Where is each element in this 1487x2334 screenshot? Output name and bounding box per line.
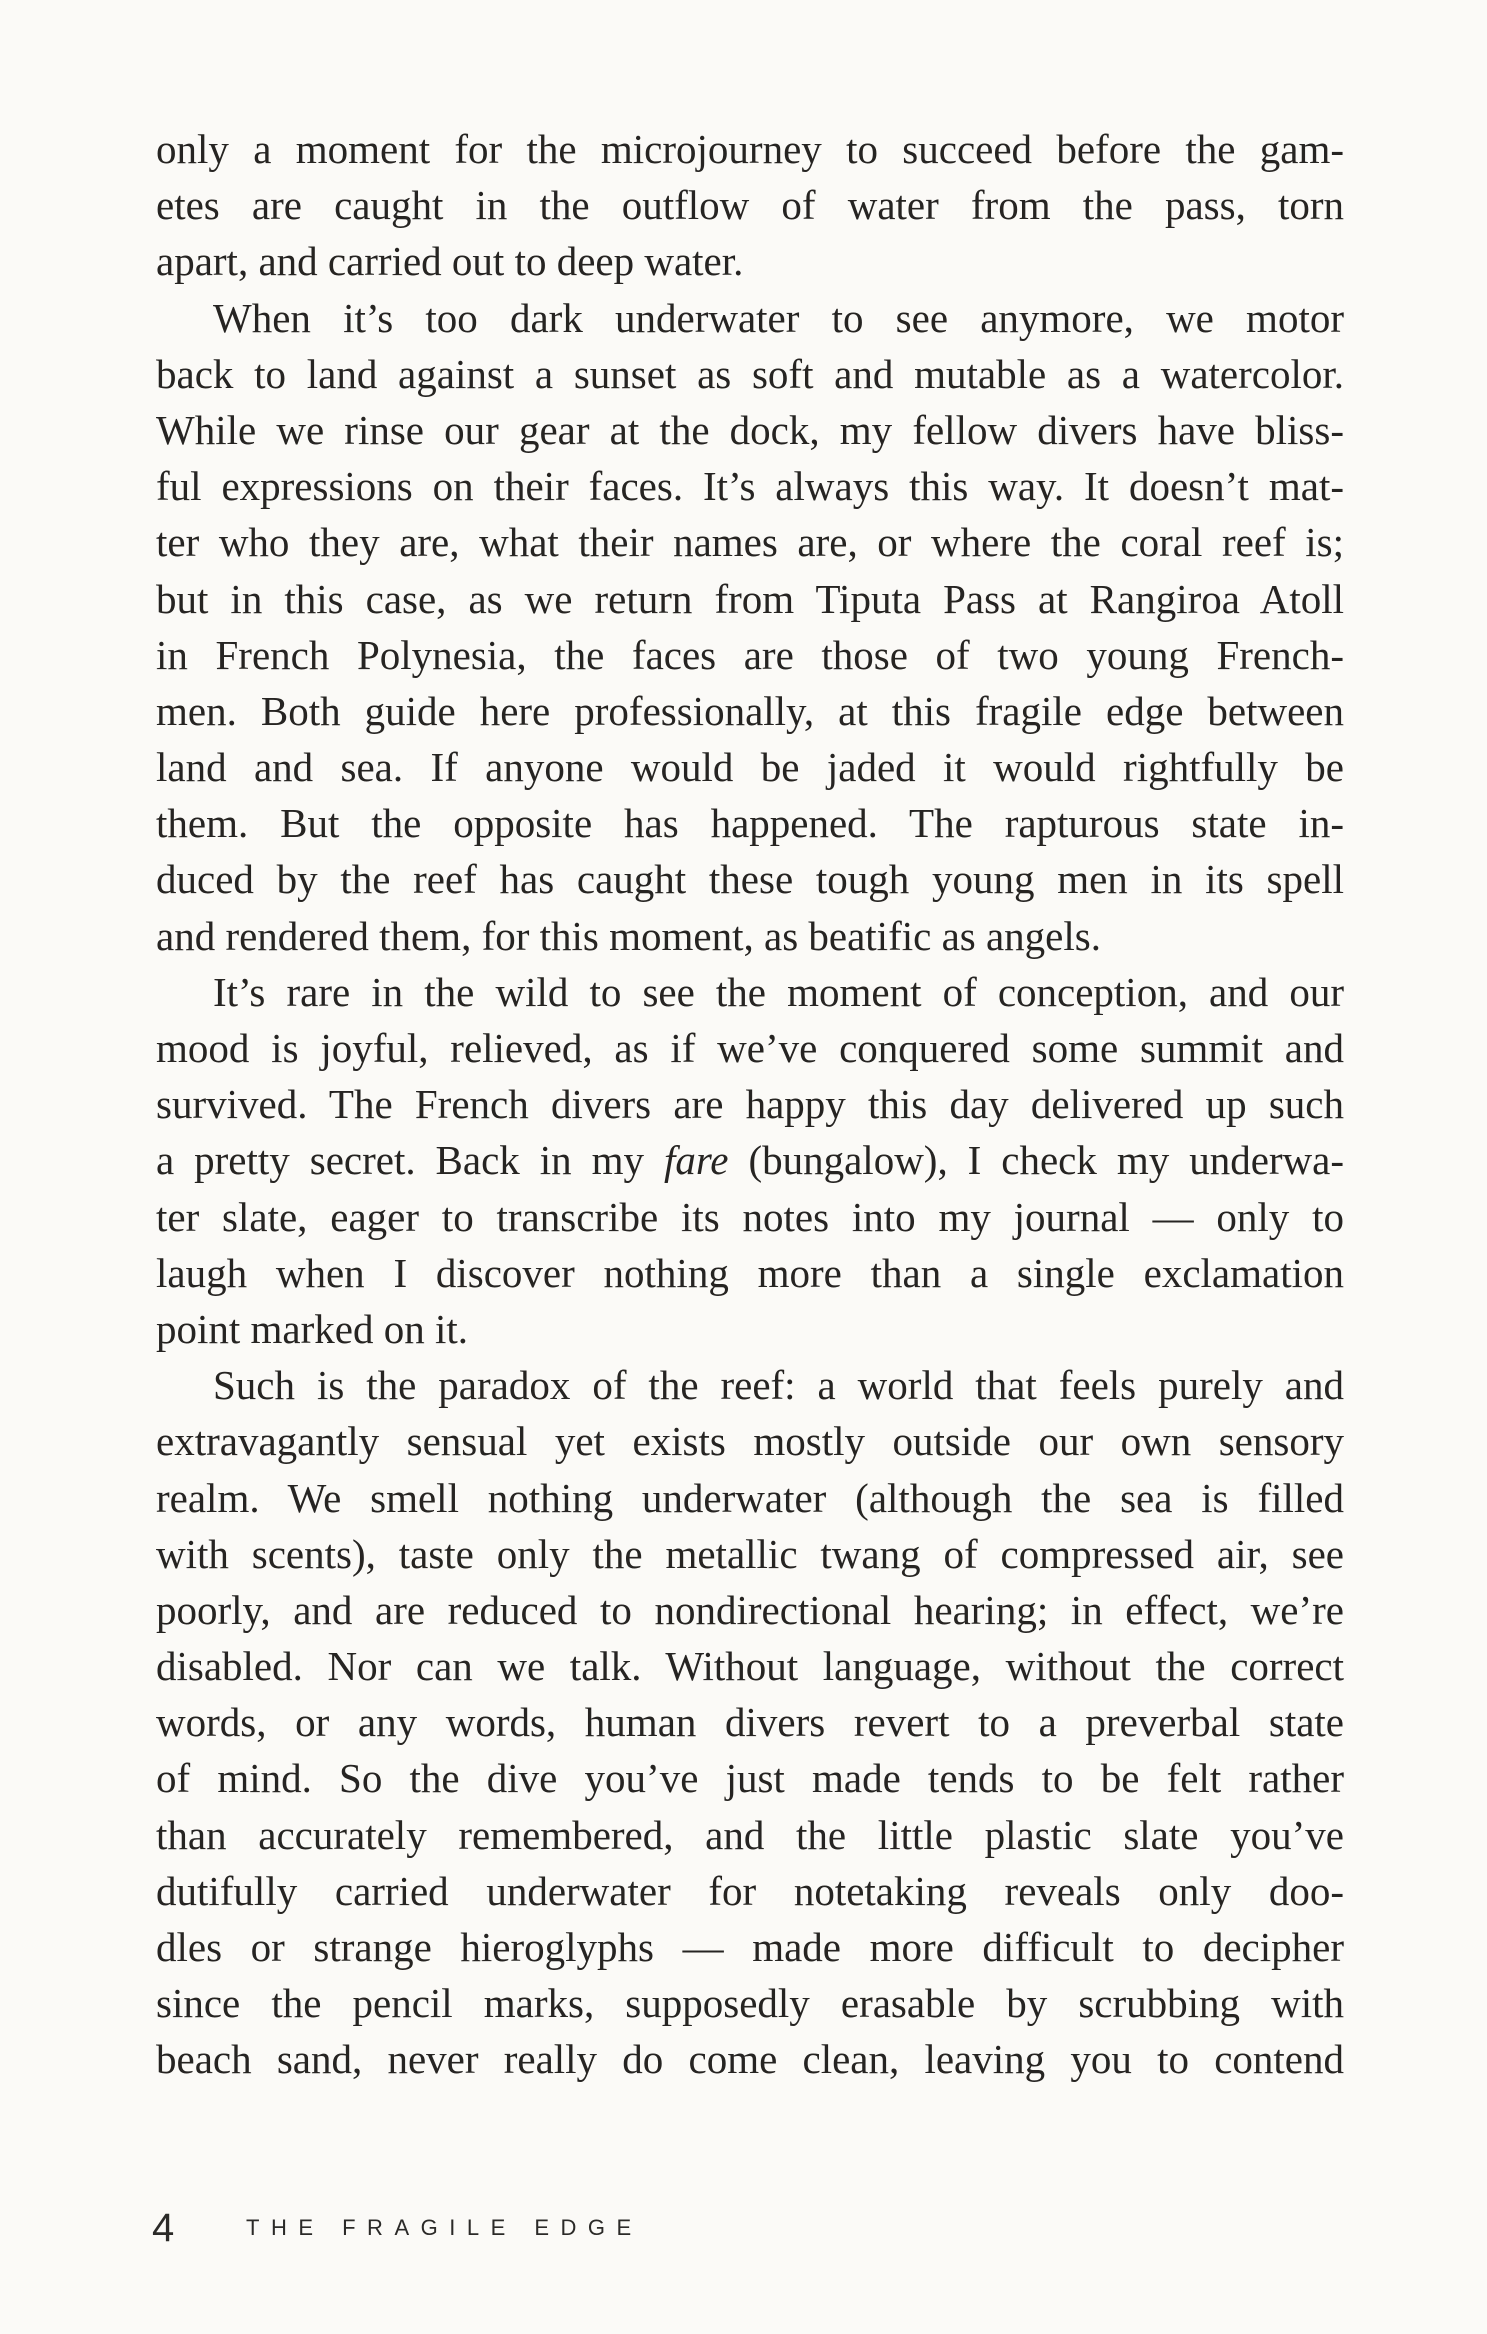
text-line: laugh when I discover nothing more than a single exclamation bbox=[156, 1249, 1344, 1296]
text-segment: a pretty secret. Back in my bbox=[156, 1137, 664, 1184]
paragraph bbox=[156, 964, 1344, 1357]
body-text bbox=[156, 121, 1344, 2088]
text-line: ter who they are, what their names are, or where the coral reef is; bbox=[156, 519, 1344, 566]
text-line: back to land against a sunset as soft and mutable as a watercolor. bbox=[156, 350, 1344, 397]
text-line: men. Both guide here professionally, at this fragile edge between bbox=[156, 687, 1344, 734]
text-line bbox=[156, 1132, 1344, 1188]
running-title: THE FRAGILE EDGE bbox=[246, 2215, 643, 2240]
paragraph bbox=[156, 290, 1344, 964]
text-line: but in this case, as we return from Tiputa Pass at Rangiroa Atoll bbox=[156, 575, 1344, 622]
text-segment: (bungalow), I check my underwa- bbox=[728, 1137, 1345, 1184]
italic-word: fare bbox=[663, 1137, 729, 1184]
text-line: survived. The French divers are happy this day delivered up such bbox=[156, 1081, 1344, 1128]
text-line: words, or any words, human divers revert to a preverbal state bbox=[156, 1699, 1344, 1746]
text-line: realm. We smell nothing underwater (although the sea is filled bbox=[156, 1474, 1344, 1521]
paragraph bbox=[156, 1357, 1344, 2087]
text-line: duced by the reef has caught these tough young men in its spell bbox=[156, 856, 1344, 903]
text-line: them. But the opposite has happened. The rapturous state in- bbox=[156, 800, 1344, 847]
text-line: While we rinse our gear at the dock, my fellow divers have bliss- bbox=[156, 406, 1344, 453]
text-line: than accurately remembered, and the little plastic slate you’ve bbox=[156, 1811, 1344, 1858]
text-line: land and sea. If anyone would be jaded it would rightfully be bbox=[156, 744, 1344, 791]
text-line: point marked on it. bbox=[156, 1305, 469, 1352]
paragraph bbox=[156, 121, 1344, 290]
text-line: ter slate, eager to transcribe its notes into my journal — only to bbox=[156, 1193, 1344, 1240]
text-line: beach sand, never really do come clean, leaving you to contend bbox=[156, 2036, 1344, 2083]
text-line: ful expressions on their faces. It’s always this way. It doesn’t mat- bbox=[156, 463, 1344, 510]
text-line: It’s rare in the wild to see the moment of conception, and our bbox=[213, 968, 1344, 1015]
text-line: mood is joyful, relieved, as if we’ve conquered some summit and bbox=[156, 1025, 1344, 1071]
text-line: When it’s too dark underwater to see anymore, we motor bbox=[213, 294, 1344, 341]
text-line: since the pencil marks, supposedly erasable by scrubbing with bbox=[156, 1980, 1344, 2027]
page-number: 4 bbox=[152, 2206, 175, 2250]
text-line: only a moment for the microjourney to succeed before the gam- bbox=[156, 126, 1344, 172]
text-line: etes are caught in the outflow of water from the pass, torn bbox=[156, 182, 1344, 229]
text-line: extravagantly sensual yet exists mostly outside our own sensory bbox=[156, 1418, 1344, 1465]
text-line: with scents), taste only the metallic twang of compressed air, see bbox=[156, 1530, 1344, 1577]
text-line: poorly, and are reduced to nondirectional hearing; in effect, we’re bbox=[156, 1586, 1344, 1633]
text-line: of mind. So the dive you’ve just made tends to be felt rather bbox=[156, 1755, 1344, 1802]
text-line: disabled. Nor can we talk. Without language, without the correct bbox=[156, 1643, 1344, 1690]
text-line: Such is the paradox of the reef: a world that feels purely and bbox=[213, 1362, 1344, 1409]
text-line: dles or strange hieroglyphs — made more difficult to decipher bbox=[156, 1924, 1344, 1970]
text-line: and rendered them, for this moment, as beatific as angels. bbox=[156, 912, 1101, 959]
text-line: dutifully carried underwater for notetaking reveals only doo- bbox=[156, 1867, 1344, 1914]
text-line: apart, and carried out to deep water. bbox=[156, 238, 744, 285]
text-line: in French Polynesia, the faces are those of two young French- bbox=[156, 631, 1344, 678]
